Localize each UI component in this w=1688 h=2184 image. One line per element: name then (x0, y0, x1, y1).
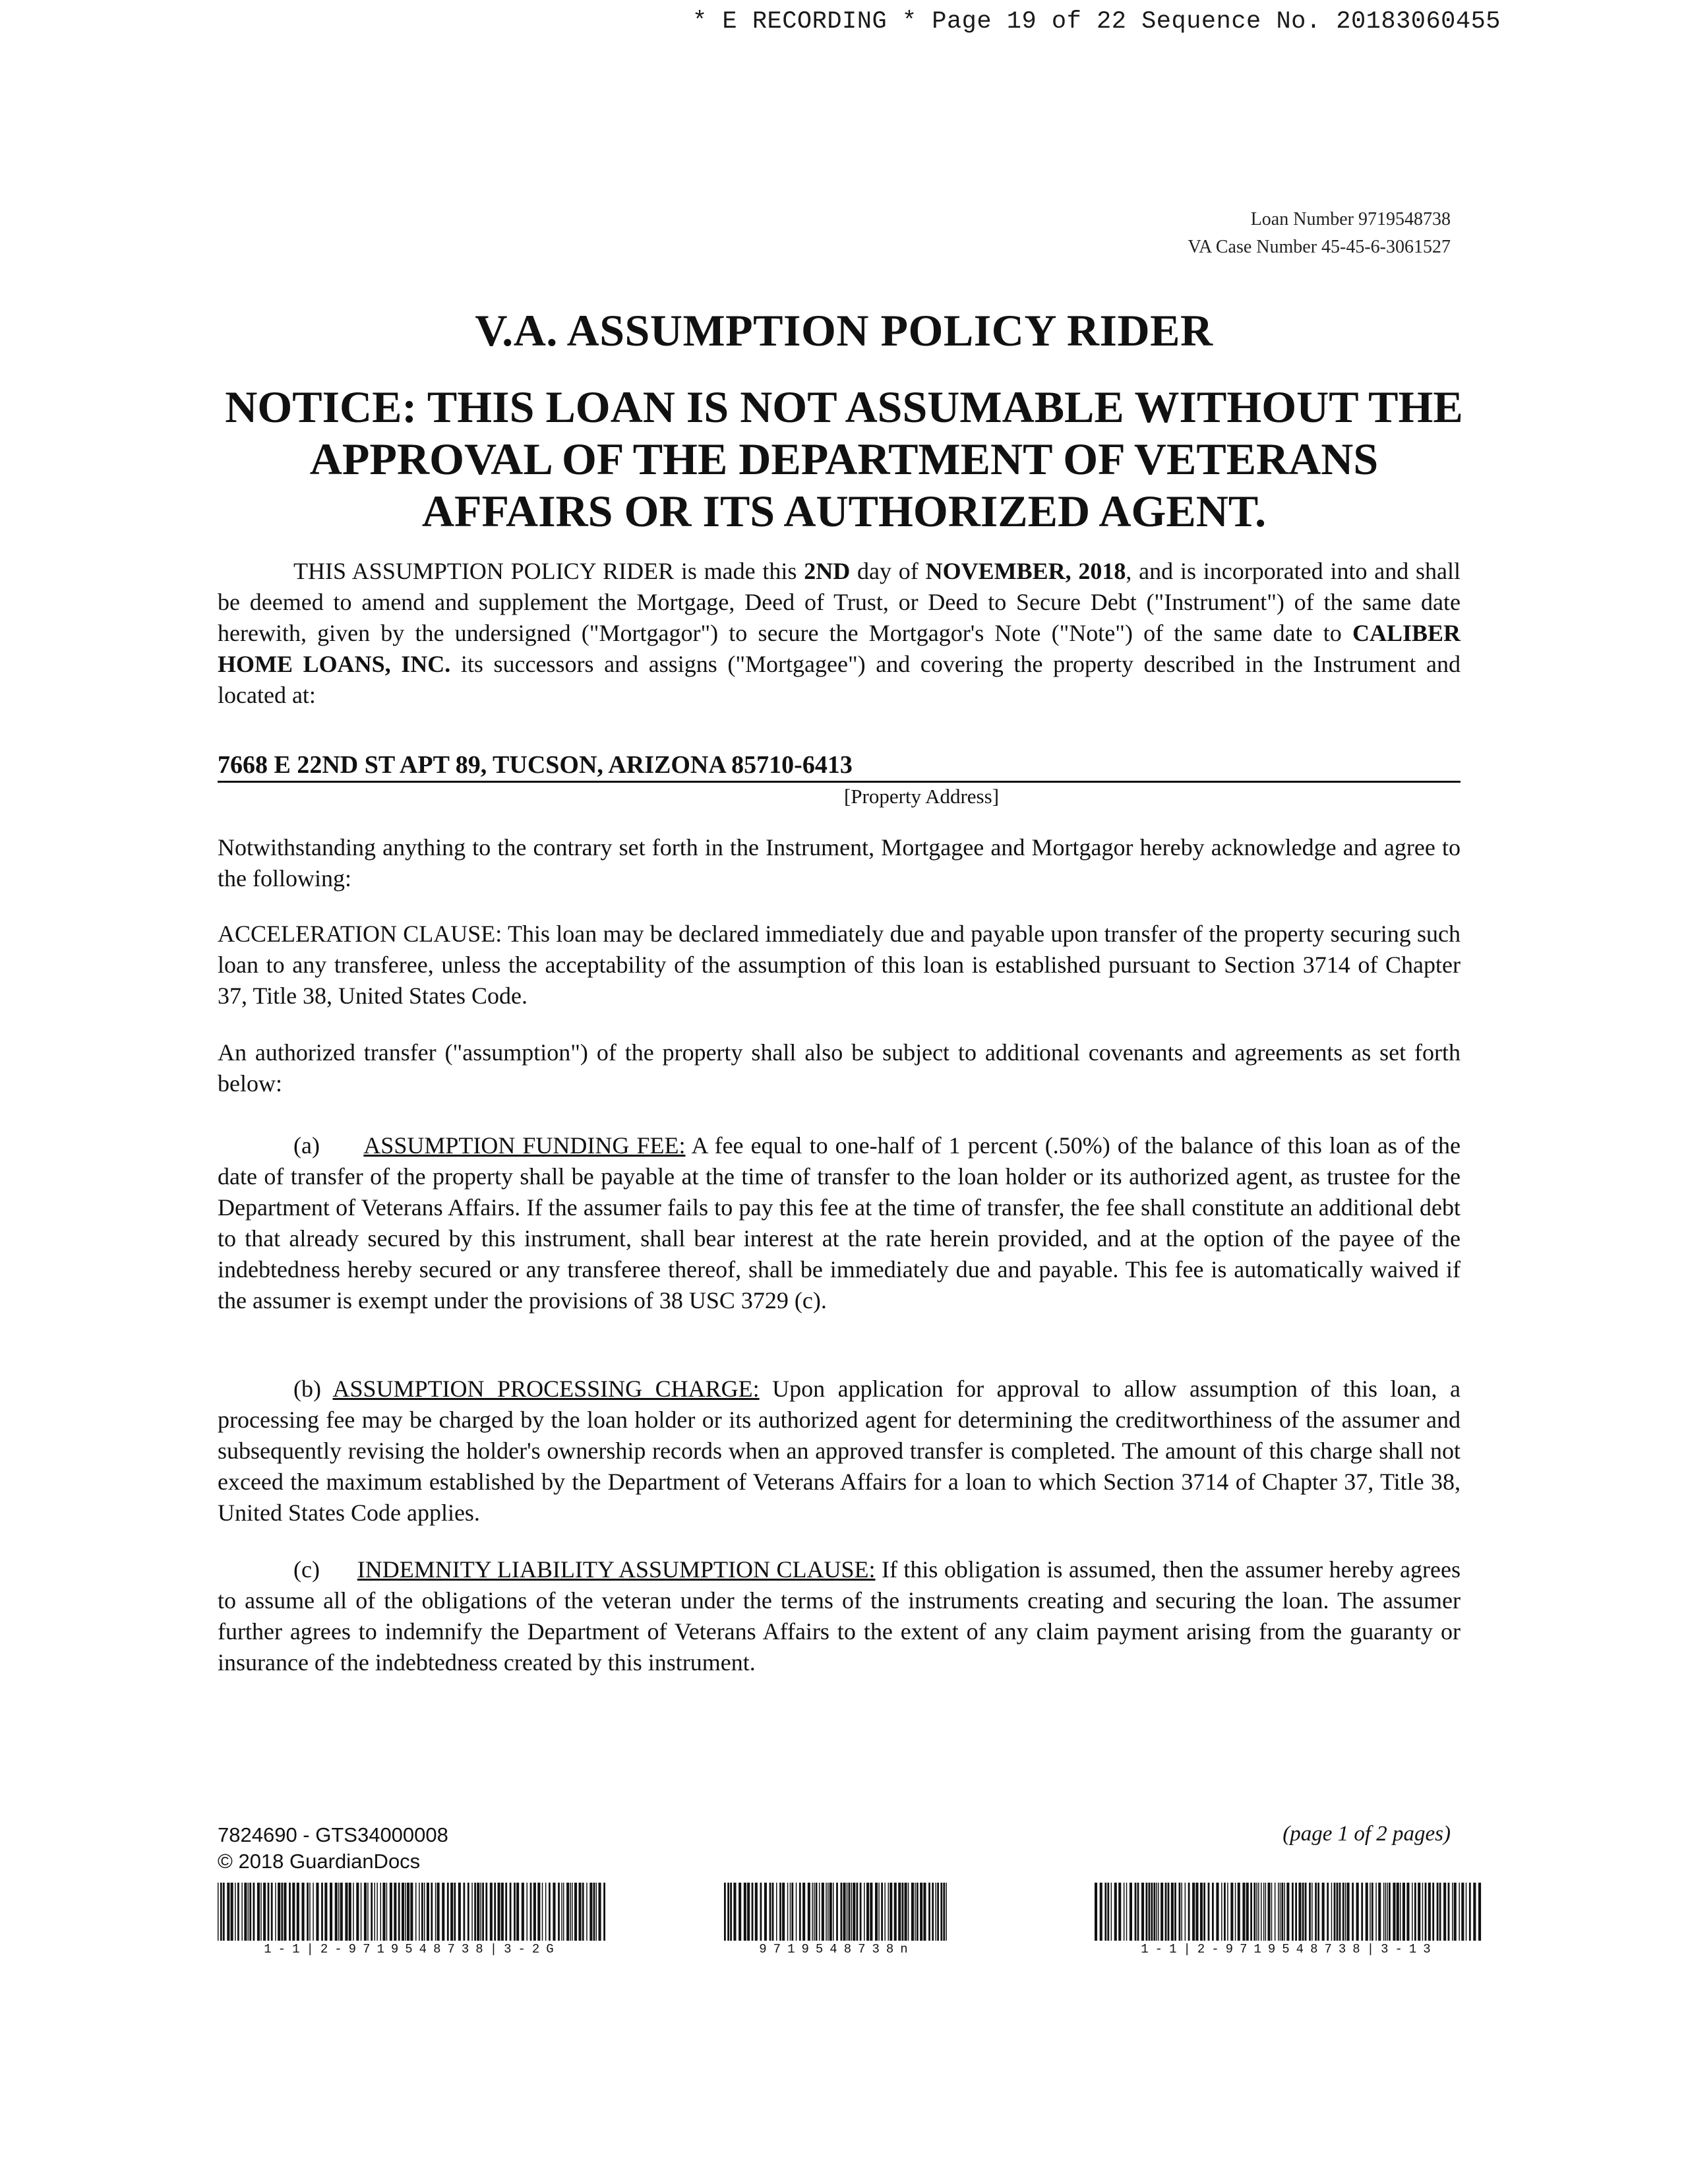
loan-info (1188, 206, 1451, 261)
barcode-bars (724, 1883, 950, 1941)
barcode-text: 1-1|2-9719548738|3-13 (1141, 1942, 1437, 1957)
clause-label: (b) (293, 1376, 333, 1402)
page-info: (page 1 of 2 pages) (1282, 1822, 1451, 1846)
acceleration-clause: ACCELERATION CLAUSE: This loan may be declared immediately due and payable upon transfer of the property securing such loan to any transferee, unless the acceptability of the assumption of this loan is established pursuant to Section 3714 of Chapter 37, Title 38, United States Code. (218, 921, 1461, 1009)
notice-line: NOTICE: THIS LOAN IS NOT ASSUMABLE WITHOUT THE (225, 382, 1463, 432)
recording-header: * E RECORDING * Page 19 of 22 Sequence No. 20183060455 (692, 8, 1501, 36)
barcode-right (1095, 1883, 1484, 1957)
copyright: © 2018 GuardianDocs (218, 1850, 421, 1873)
clause-heading: ASSUMPTION FUNDING FEE: (363, 1132, 686, 1159)
authorized-transfer-paragraph: An authorized transfer ("assumption") of the property shall also be subject to additional covenants and agreements as set forth below: (218, 1039, 1461, 1097)
property-address-caption: [Property Address] (843, 785, 1000, 808)
property-address: 7668 E 22ND ST APT 89, TUCSON, ARIZONA 85710-6413 (218, 750, 1461, 783)
barcode-left (218, 1883, 607, 1957)
barcode-text: 9719548738n (759, 1942, 915, 1957)
processing-charge-clause: (b) ASSUMPTION PROCESSING CHARGE: Upon application for approval to allow assumption of this loan, a processing fee may be charged by the loan holder or its authorized agent for determining the creditworthiness of the assumer and subsequently revising the holder's ownership records when an approved transfer is completed. The amount of this charge shall not exceed the maximum established by the Department of Veterans Affairs for a loan to which Section 3714 of Chapter 37, Title 38, United States Code applies. (218, 1376, 1461, 1526)
indemnity-clause: (c) INDEMNITY LIABILITY ASSUMPTION CLAUSE: If this obligation is assumed, then the assumer hereby agrees to assume all of the obligations of the veteran under the terms of the instruments creating and securing the loan. The assumer further agrees to indemnify the Department of Veterans Affairs to the extent of any claim payment arising from the guaranty or insurance of the indebtedness created by this instrument. (218, 1556, 1461, 1676)
notice-line: APPROVAL OF THE DEPARTMENT OF VETERANS (309, 434, 1379, 484)
rider-month-year: NOVEMBER, 2018 (925, 558, 1126, 584)
barcode-text: 1-1|2-9719548738|3-2G (264, 1942, 560, 1957)
loan-number: Loan Number 9719548738 (1250, 209, 1451, 229)
notwithstanding-paragraph: Notwithstanding anything to the contrary set forth in the Instrument, Mortgagee and Mortgagor hereby acknowledge and agree to the following: (218, 834, 1461, 892)
rider-day: 2ND (804, 558, 851, 584)
clause-heading: INDEMNITY LIABILITY ASSUMPTION CLAUSE: (357, 1556, 876, 1583)
barcode-bars (218, 1883, 607, 1941)
funding-fee-clause: (a) ASSUMPTION FUNDING FEE: A fee equal to one-half of 1 percent (.50%) of the balance of this loan as of the date of transfer of the property shall be payable at the time of transfer to the loan holder or its authorized agent, as trustee for the Department of Veterans Affairs. If the assumer fails to pay this fee at the time of transfer, the fee shall constitute an additional debt to that already secured by this instrument, shall bear interest at the rate herein provided, and at the option of the payee of the indebtedness hereby secured or any transferee thereof, shall be immediately due and payable. This fee is automatically waived if the assumer is exempt under the provisions of 38 USC 3729 (c). (218, 1132, 1461, 1314)
clause-label: (a) (293, 1132, 320, 1159)
va-case-number: VA Case Number 45-45-6-3061527 (1188, 237, 1451, 257)
barcode-center (724, 1883, 950, 1957)
lender-name: CALIBER HOME LOANS, INC. (218, 620, 1461, 677)
clause-label: (c) (293, 1556, 320, 1583)
document-title: V.A. ASSUMPTION POLICY RIDER (475, 305, 1213, 355)
footer-form-info (218, 1822, 448, 1875)
clause-heading: ASSUMPTION PROCESSING CHARGE: (332, 1376, 760, 1402)
form-number: 7824690 - GTS34000008 (218, 1823, 448, 1846)
notice-heading (185, 381, 1503, 537)
barcode-bars (1095, 1883, 1484, 1941)
property-address-block (218, 750, 1461, 810)
intro-paragraph: THIS ASSUMPTION POLICY RIDER is made this 2ND day of NOVEMBER, 2018, and is incorporated into and shall be deemed to amend and supplement the Mortgage, Deed of Trust, or Deed to Secure Debt ("Instrument") of the same date herewith, given by the undersigned ("Mortgagor") to secure the Mortgagor's Note ("Note") of the same date to CALIBER HOME LOANS, INC. its successors and assigns ("Mortgagee") and covering the property described in the Instrument and located at: (218, 558, 1461, 708)
notice-line: AFFAIRS OR ITS AUTHORIZED AGENT. (421, 486, 1267, 536)
